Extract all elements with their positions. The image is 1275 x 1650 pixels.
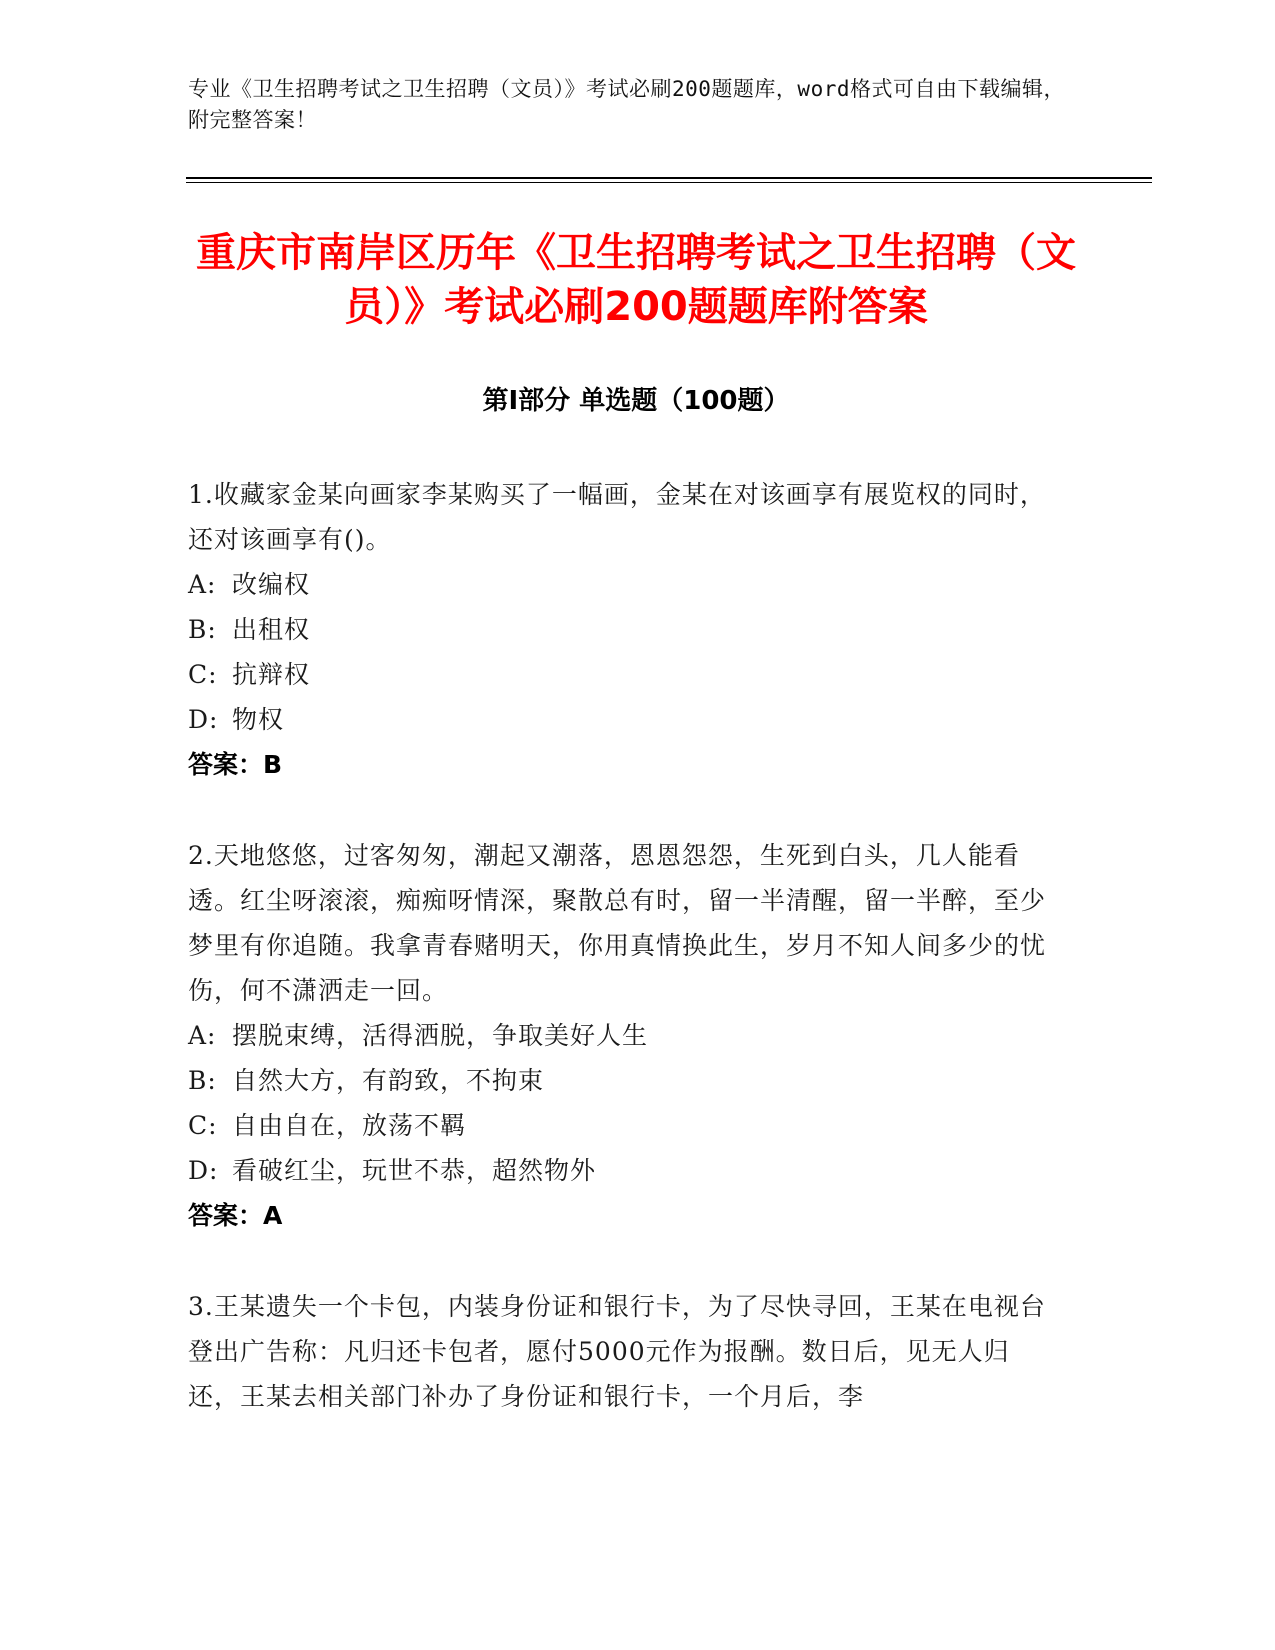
answer: 答案：A [188,1201,283,1230]
option-label: D: [188,705,219,734]
option-text: 摆脱束缚，活得洒脱，争取美好人生 [232,1021,649,1050]
option-label: D: [188,1156,219,1185]
answer: 答案：B [188,750,283,779]
option-label: C: [188,1111,218,1140]
question-1 [188,472,1058,787]
document-title: 重庆市南岸区历年《卫生招聘考试之卫生招聘（文员）》考试必刷200题题库附答案 [196,230,1076,330]
option-text: 抗辩权 [232,660,311,689]
option-text: 看破红尘，玩世不恭，超然物外 [232,1156,597,1185]
option-d [188,697,1058,742]
section-title: 第Ⅰ部分 单选题（100题） [482,386,790,416]
option-text: 物权 [232,705,285,734]
question-text: 3.王某遗失一个卡包，内装身份证和银行卡，为了尽快寻回，王某在电视台登出广告称：凡归还卡包者，愿付5000元作为报酬。数日后，见无人归还，王某去相关部门补办了身份证和银行卡，一个月后，李 [188,1292,1046,1411]
option-label: C: [188,660,218,689]
option-b [188,1058,1058,1103]
option-c [188,1103,1058,1148]
question-2 [188,833,1058,1238]
question-3 [188,1284,1058,1419]
option-c [188,652,1058,697]
option-a [188,562,1058,607]
option-label: A: [188,1021,217,1050]
question-list [188,472,1058,1465]
question-text: 2.天地悠悠，过客匆匆，潮起又潮落，恩恩怨怨，生死到白头，几人能看透。红尘呀滚滚，痴痴呀情深，聚散总有时，留一半清醒，留一半醉，至少梦里有你追随。我拿青春赌明天，你用真情换此生，岁月不知人间多少的忧伤，何不潇洒走一回。 [188,841,1047,1005]
option-label: B: [188,1066,217,1095]
option-text: 自由自在，放荡不羁 [232,1111,467,1140]
option-a [188,1013,1058,1058]
header-rule-thick [186,177,1152,179]
option-d [188,1148,1058,1193]
option-b [188,607,1058,652]
option-text: 自然大方，有韵致，不拘束 [232,1066,545,1095]
option-text: 出租权 [232,615,311,644]
option-label: A: [188,570,217,599]
option-text: 改编权 [232,570,311,599]
option-label: B: [188,615,217,644]
header-rule-thin [186,182,1152,183]
page-header-note: 专业《卫生招聘考试之卫生招聘（文员）》考试必刷200题题库，word格式可自由下载编辑，附完整答案！ [188,77,1065,132]
question-text: 1.收藏家金某向画家李某购买了一幅画，金某在对该画享有展览权的同时，还对该画享有()。 [188,480,1046,554]
